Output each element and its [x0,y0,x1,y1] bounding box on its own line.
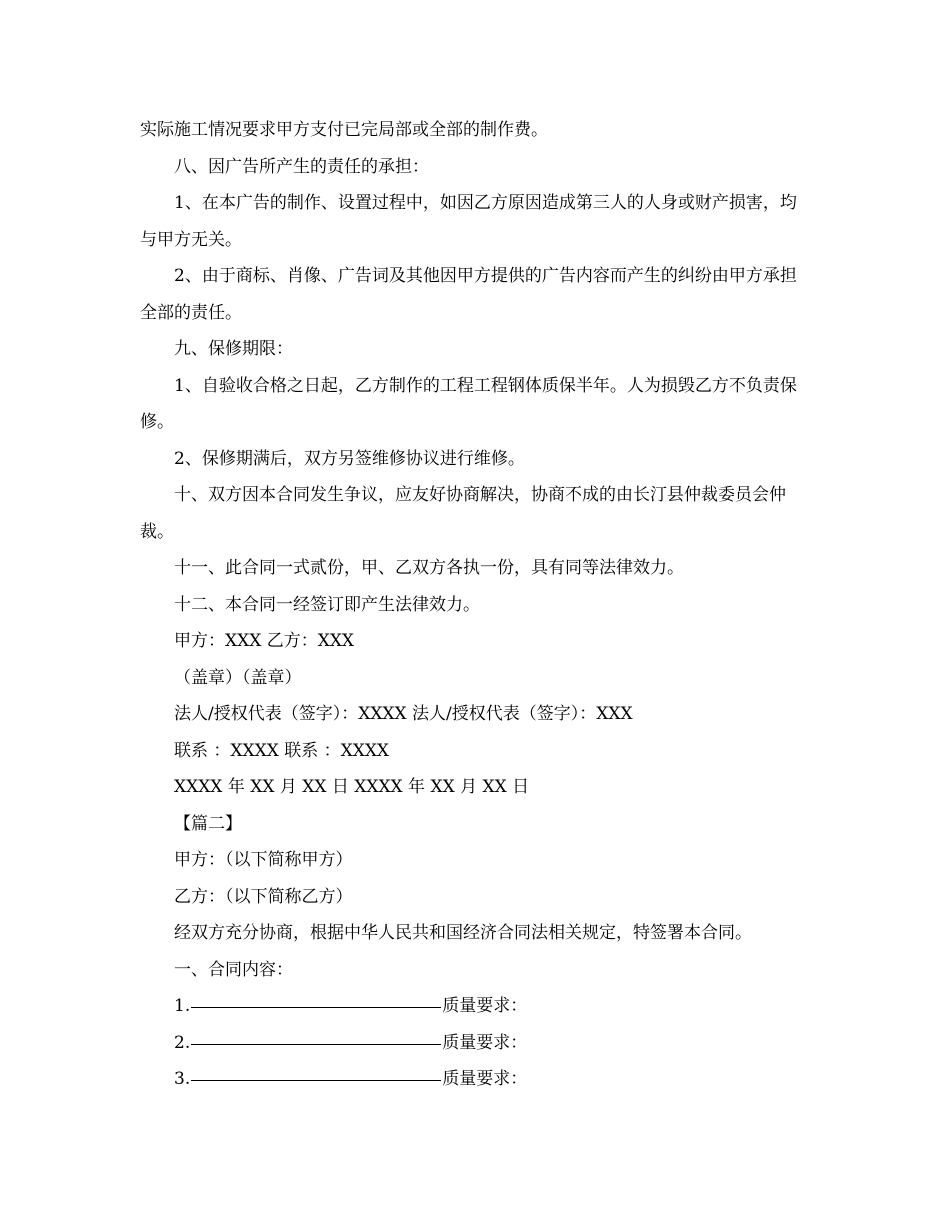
paragraph-7: 十、双方因本合同发生争议，应友好协商解决，协商不成的由长汀县仲裁委员会仲裁。 [140,485,786,542]
paragraph-0: 实际施工情况要求甲方支付已完局部或全部的制作费。 [140,120,548,140]
paragraph-6: 2、保修期满后，双方另签维修协议进行维修。 [174,448,525,469]
fill-in-line [191,1043,441,1045]
seal-line: （盖章）（盖章） [174,667,302,688]
fill-in-line [191,1079,441,1081]
row-number: 2. [174,1032,191,1053]
paragraph-9: 十二、本合同一经签订即产生法律效力。 [174,594,480,615]
paragraph-3: 2、由于商标、肖像、广告词及其他因甲方提供的广告内容而产生的纠纷由甲方承担全部的责任。 [140,266,797,323]
row-suffix: 质量要求： [442,1069,528,1089]
row-suffix: 质量要求： [442,996,528,1016]
paragraph-2: 1、在本广告的制作、设置过程中，如因乙方原因造成第三人的人身或财产损害，均与甲方无关。 [140,193,797,250]
paragraph-4: 九、保修期限： [174,339,293,359]
blank-row-1 [140,988,810,1025]
signature-line: 法人/授权代表（签字）：XXXX 法人/授权代表（签字）：XXX [174,704,633,724]
party-b: 乙方：（以下简称乙方） [174,886,353,907]
preamble: 经双方充分协商，根据中华人民共和国经济合同法相关规定，特签署本合同。 [174,923,752,943]
row-suffix: 质量要求： [442,1032,528,1053]
paragraph-1: 八、因广告所产生的责任的承担： [174,156,429,177]
row-number: 3. [174,1069,191,1089]
fill-in-line [191,1006,441,1008]
date-line: XXXX 年 XX 月 XX 日 XXXX 年 XX 月 XX 日 [174,777,530,797]
blank-row-2 [140,1025,810,1062]
contact-line: 联系 ：XXXX 联系 ：XXXX [174,740,390,761]
contract-content-heading: 一、合同内容： [174,959,293,980]
row-number: 1. [174,996,191,1016]
party-a: 甲方：（以下简称甲方） [174,850,353,870]
paragraph-5: 1、自验收合格之日起，乙方制作的工程工程钢体质保半年。人为损毁乙方不负责保修。 [140,375,797,432]
paragraph-8: 十一、此合同一式贰份，甲、乙双方各执一份，具有同等法律效力。 [174,558,684,578]
blank-row-3 [140,1061,810,1098]
party-names: 甲方：XXX 乙方：XXX [174,631,355,651]
document-body [140,112,810,1098]
section-heading: 【篇二】 [174,813,242,834]
